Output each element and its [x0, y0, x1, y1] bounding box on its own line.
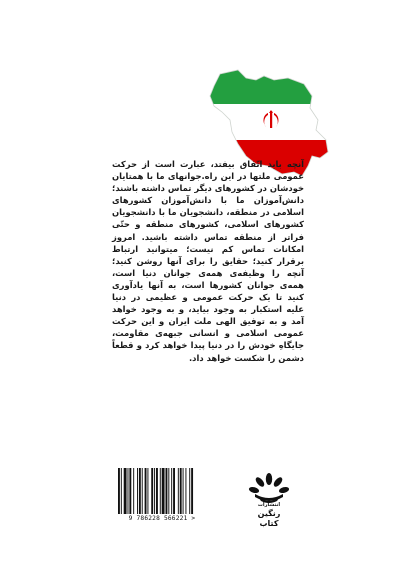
- isbn-number: 9 786228 566221 >: [128, 515, 196, 522]
- barcode-bars: [116, 466, 208, 514]
- publisher-caption: [247, 502, 291, 529]
- publisher-sub-label: انتشارات: [257, 502, 281, 508]
- publisher: [247, 472, 291, 532]
- isbn-barcode: [116, 466, 208, 528]
- flag-green-band: [208, 66, 332, 104]
- publisher-name: رنگین کتاب: [257, 509, 281, 528]
- body-text: آنچه باید اتّفاق بیفتد، عبارت است از حرکت عمومی ملتها در این راه.جوانهای ما با همتایان خودشان در کشورهای دیگر تماس داشته باشند؛ دانش‌آموزان ما با دانش‌آموزان کشورهای اسلامی در منطقه، دانشجویان ما با دانشجویان کشورهای اسلامی، کشورهای منطقه و حتّی فراتر از منطقه تماس داشته باشید. امروز امکانات تماس کم نیست؛ میتوانید ارتباط برقرار کنید؛ حقایق را برای آنها روشن کنید؛ آنچه را وظیفه‌ی همه‌ی جوانان دنیا است، همه‌ی جوانان کشورها است، به آنها یادآوری کنید تا یک حرکت عمومی و عظیمی در دنیا علیه استکبار به وجود بیاید، و به وجود خواهد آمد و به توفیق الهی ملت ایران و این حرکت عمومی اسلامی و انسانی جبهه‌ی مقاومت، جایگاهِ خودش را در دنیا پیدا خواهد کرد و قطعاً دشمن را شکست خواهد داد.: [112, 159, 304, 363]
